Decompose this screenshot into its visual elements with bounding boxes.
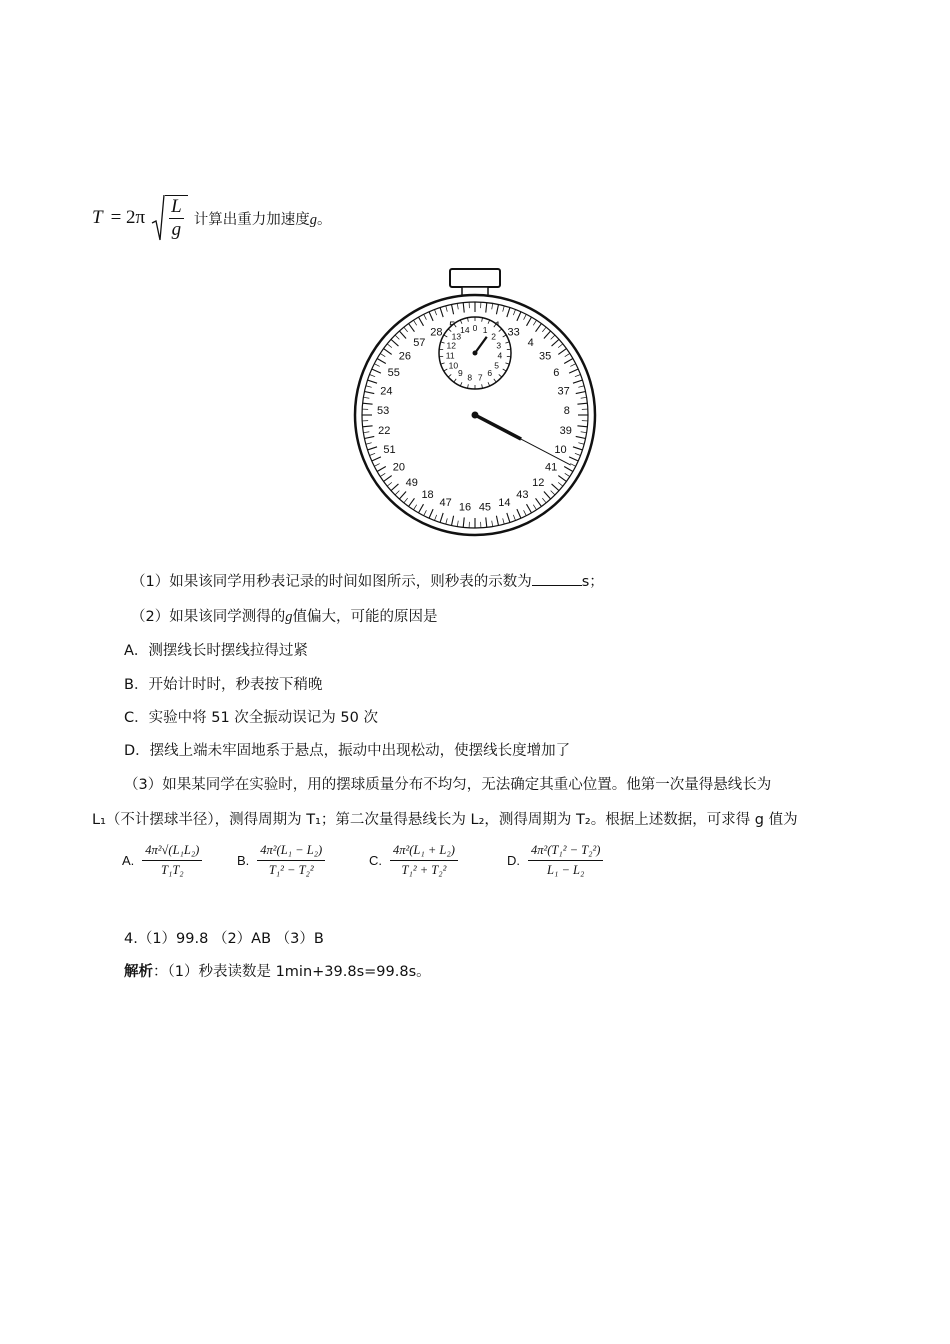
dial-label: 26: [398, 350, 412, 363]
sqrt-fraction: [165, 195, 188, 241]
minute-dial-label: 10: [448, 360, 459, 371]
crown: [450, 269, 500, 287]
formula-denominator: g: [171, 219, 182, 240]
minute-dial-label: 11: [445, 350, 455, 361]
formula-lhs: T: [92, 207, 103, 228]
option-d: D．摆线上端未牢固地系于悬点，振动中出现松动，使摆线长度增加了: [124, 743, 571, 759]
dial-label: 14: [498, 497, 511, 510]
choices-row: [122, 843, 642, 897]
dial-label: 6: [553, 366, 560, 379]
question-2: （2）如果该同学测得的g值偏大，可能的原因是: [131, 609, 438, 625]
minute-dial-label: 0: [472, 323, 478, 333]
dial-label: 39: [559, 424, 572, 437]
radical-sign-icon: [151, 193, 165, 243]
formula-line: [92, 188, 331, 248]
dial-label: 33: [507, 326, 520, 339]
choice-b: B. 4π²(L₁ − L₂) T₁² − T₂²: [237, 843, 325, 878]
choice-c: C. 4π²(L₁ + L₂) T₁² + T₂²: [369, 843, 458, 878]
question-1: （1）如果该同学用秒表记录的时间如图所示，则秒表的示数为 s；: [131, 570, 604, 591]
dial-label: 16: [458, 501, 472, 514]
dial-label: 24: [380, 385, 393, 398]
explanation-line: 解析：（1）秒表读数是 1min+39.8s=99.8s。: [124, 964, 431, 980]
second-hand-pivot: [472, 412, 479, 419]
dial-label: 10: [554, 444, 567, 457]
minute-dial-label: 4: [497, 350, 503, 361]
dial-label: 4: [527, 336, 534, 349]
dial-label: 41: [545, 461, 558, 474]
stopwatch: [350, 265, 600, 540]
dial-label: 47: [439, 497, 452, 510]
answer-line: 4.（1）99.8 （2）AB （3）B: [124, 931, 324, 947]
minute-dial-label: 8: [467, 372, 473, 383]
minute-dial-label: 9: [457, 368, 463, 379]
dial-label: 51: [383, 444, 396, 457]
minute-hand-pivot: [473, 351, 478, 356]
minute-dial-label: 13: [451, 331, 462, 342]
dial-label: 55: [387, 366, 400, 379]
formula-numerator: L: [171, 196, 182, 217]
dial-label: 43: [516, 488, 529, 501]
dial-label: 35: [538, 350, 552, 363]
minute-dial-label: 3: [496, 340, 502, 351]
dial-label: 22: [378, 424, 391, 437]
minute-dial-label: 12: [446, 340, 456, 351]
dial-label: 53: [377, 405, 390, 418]
question-3-line2: L₁（不计摆球半径），测得周期为 T₁；第二次量得悬线长为 L₂，测得周期为 T₂。根据上述数据，可求得 g 值为: [92, 812, 798, 828]
minute-dial-label: 1: [482, 325, 488, 336]
option-a: A．测摆线长时摆线拉得过紧: [124, 643, 308, 659]
answer-blank: [532, 571, 582, 586]
dial-label: 20: [392, 461, 405, 474]
option-c: C．实验中将 51 次全振动误记为 50 次: [124, 710, 378, 726]
choice-d: D. 4π²(T₁² − T₂²) L₁ − L₂: [507, 843, 603, 878]
option-b: B．开始计时时，秒表按下稍晚: [124, 677, 323, 693]
dial-label: 8: [563, 405, 570, 418]
minute-dial-label: 7: [477, 372, 483, 383]
formula-eq: = 2π: [110, 207, 146, 228]
sqrt: [151, 193, 188, 243]
dial-label: 12: [532, 476, 545, 489]
formula-after: 计算出重力加速度g。: [193, 211, 332, 228]
minute-dial-label: 6: [487, 368, 493, 379]
dial-label: 49: [405, 476, 418, 489]
choice-a: A. 4π²√(L₁L₂) T₁T₂: [122, 843, 202, 878]
minute-dial-label: 2: [491, 331, 496, 342]
dial-label: 28: [430, 326, 443, 339]
dial-label: 45: [478, 501, 492, 514]
dial-label: 18: [421, 488, 434, 501]
minute-dial-label: 5: [494, 360, 500, 371]
minute-dial-label: 14: [460, 325, 470, 336]
dial-label: 37: [557, 385, 570, 398]
question-3-line1: （3）如果某同学在实验时，用的摆球质量分布不均匀，无法确定其重心位置。他第一次量得悬线长为: [124, 777, 772, 793]
dial-label: 57: [413, 336, 426, 349]
